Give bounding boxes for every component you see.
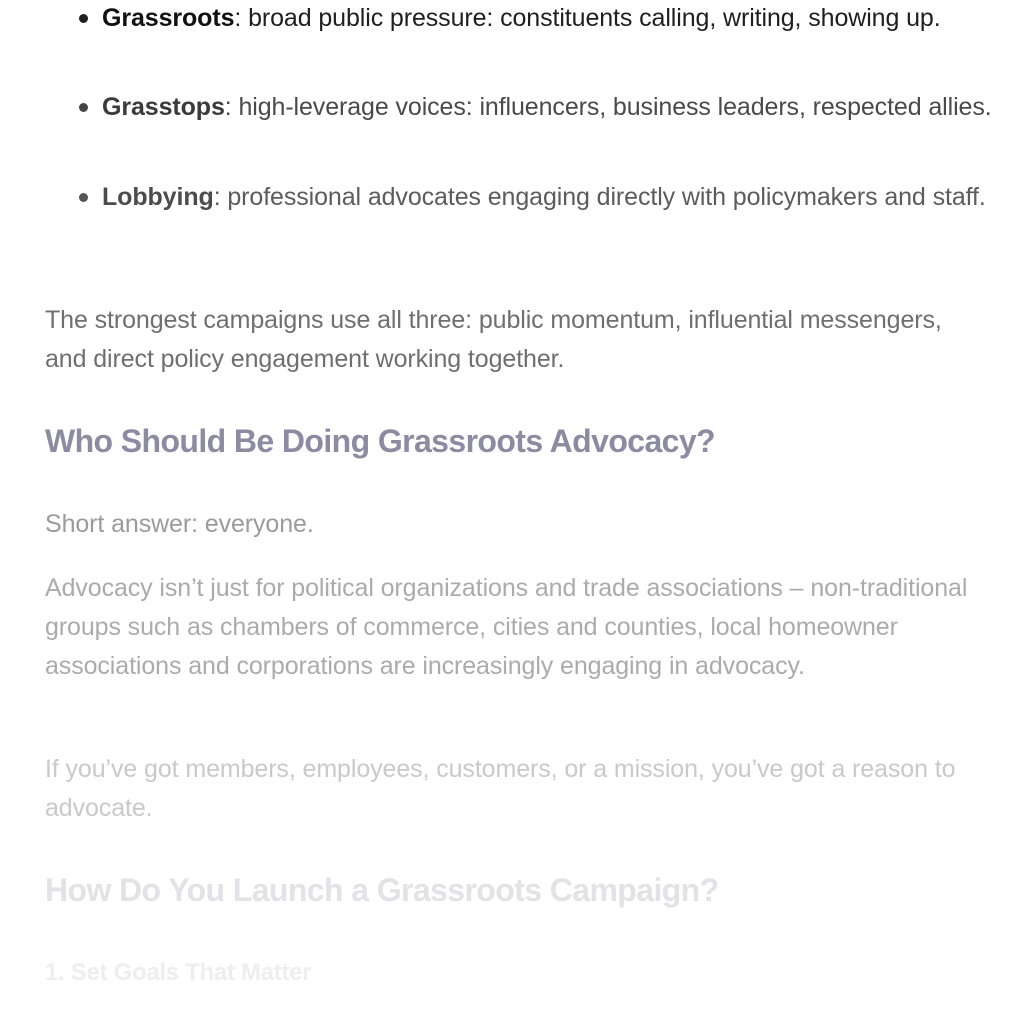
bullet-icon [79, 14, 88, 23]
short-answer-paragraph: Short answer: everyone. [45, 510, 314, 538]
list-item-term: Grasstops [102, 93, 225, 121]
list-item-description: : broad public pressure: constituents calling, writing, showing up. [234, 4, 941, 32]
list-item-description: : professional advocates engaging directly with policymakers and staff. [213, 183, 986, 211]
section-heading-how: How Do You Launch a Grassroots Campaign? [45, 872, 719, 908]
list-item-term: Grassroots [102, 4, 235, 32]
list-item-term: Lobbying [102, 183, 214, 211]
bullet-icon [79, 193, 88, 202]
list-item-grasstops [102, 88, 992, 127]
reason-to-advocate-paragraph: If you’ve got members, employees, customers, or a mission, you’ve got a reason to advocate. [45, 755, 956, 822]
list-item-grassroots [102, 0, 992, 38]
advocacy-groups-paragraph: Advocacy isn’t just for political organizations and trade associations – non-traditional groups such as chambers of commerce, cities and counties, local homeowner associations and corporations are increasingly engaging in advocacy. [45, 574, 968, 680]
step-heading-set-goals: 1. Set Goals That Matter [45, 959, 312, 986]
section-heading-who: Who Should Be Doing Grassroots Advocacy? [45, 423, 716, 459]
bullet-icon [79, 103, 88, 112]
list-item-description: : high-leverage voices: influencers, business leaders, respected allies. [224, 93, 992, 121]
summary-paragraph: The strongest campaigns use all three: public momentum, influential messengers, and direct policy engagement working together. [45, 306, 942, 373]
list-item-lobbying [102, 178, 992, 217]
